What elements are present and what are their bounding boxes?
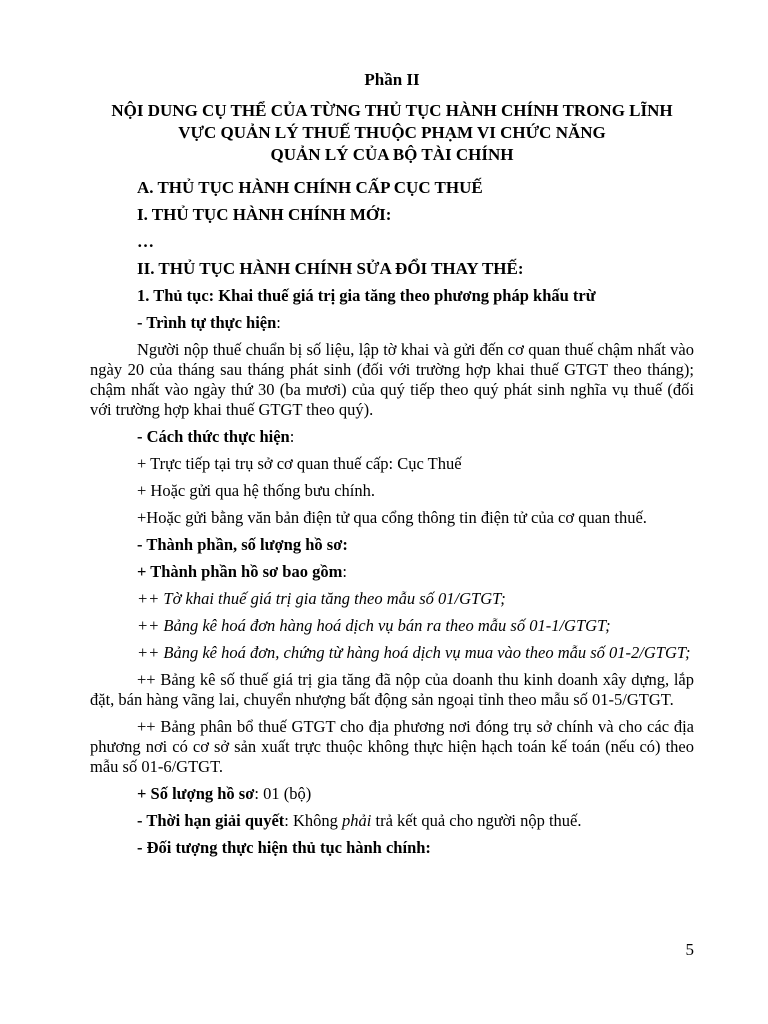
sequence-label: - Trình tự thực hiện — [137, 313, 277, 332]
subject-label: - Đối tượng thực hiện thủ tục hành chính: — [137, 838, 431, 857]
title-line-3: QUẢN LÝ CỦA BỘ TÀI CHÍNH — [270, 145, 514, 164]
ellipsis: … — [137, 232, 154, 251]
title-line-1: NỘI DUNG CỤ THỂ CỦA TỪNG THỦ TỤC HÀNH CHÍNH TRONG LĨNH — [111, 101, 673, 120]
page-number: 5 — [685, 940, 694, 959]
section-a-heading: A. THỦ TỤC HÀNH CHÍNH CẤP CỤC THUẾ — [137, 178, 483, 197]
dossier-item-2: ++ Bảng kê hoá đơn hàng hoá dịch vụ bán ra theo mẫu số 01-1/GTGT; — [137, 616, 611, 635]
sequence-heading: - Trình tự thực hiện: — [137, 313, 281, 332]
deadline-line — [90, 811, 694, 831]
method-label: - Cách thức thực hiện — [137, 427, 290, 446]
title-line-2: VỰC QUẢN LÝ THUẾ THUỘC PHẠM VI CHỨC NĂNG — [178, 123, 606, 142]
section-ii-heading: II. THỦ TỤC HÀNH CHÍNH SỬA ĐỔI THAY THẾ: — [137, 259, 524, 278]
subject-heading — [90, 838, 694, 858]
dossier-item-1: ++ Tờ khai thuế giá trị gia tăng theo mẫu số 01/GTGT; — [137, 589, 506, 608]
dossier-item-5: ++ Bảng phân bổ thuế GTGT cho địa phương nơi đóng trụ sở chính và cho các địa phương nơi có cơ sở sản xuất trực thuộc không thực hiện hạch toán kế toán (nếu có) theo mẫu số 01-6/GTGT. — [90, 717, 694, 776]
section-i-heading: I. THỦ TỤC HÀNH CHÍNH MỚI: — [137, 205, 392, 224]
method-heading: - Cách thức thực hiện: — [137, 427, 295, 446]
quantity-value: : 01 (bộ) — [254, 784, 312, 803]
dossier-item-3: ++ Bảng kê hoá đơn, chứng từ hàng hoá dịch vụ mua vào theo mẫu số 01-2/GTGT; — [137, 643, 691, 662]
dossier-components-label: + Thành phần hồ sơ bao gồm — [137, 562, 343, 581]
method-item-2: + Hoặc gửi qua hệ thống bưu chính. — [137, 481, 375, 500]
dossier-label: - Thành phần, số lượng hồ sơ: — [137, 535, 348, 554]
dossier-heading — [90, 535, 694, 555]
part-label: Phần II — [364, 70, 420, 89]
deadline-italic: phải — [342, 811, 372, 830]
deadline-label: - Thời hạn giải quyết — [137, 811, 285, 830]
quantity-label: + Số lượng hồ sơ — [137, 784, 255, 803]
dossier-item-4: ++ Bảng kê số thuế giá trị gia tăng đã nộp của doanh thu kinh doanh xây dựng, lắp đặt, bán hàng vãng lai, chuyển nhượng bất động sản ngoại tỉnh theo mẫu số 01-5/GTGT. — [90, 670, 694, 709]
deadline-pre: : Không — [284, 811, 343, 830]
deadline-post: trả kết quả cho người nộp thuế. — [371, 811, 582, 830]
sequence-text: Người nộp thuế chuẩn bị số liệu, lập tờ khai và gửi đến cơ quan thuế chậm nhất vào ngày 20 của tháng sau tháng phát sinh (đối với trường hợp khai thuế GTGT theo tháng); chậm nhất vào ngày thứ 30 (ba mươi) của quý tiếp theo quý phát sinh nghĩa vụ thuế (đối với trường hợp khai thuế GTGT theo quý). — [90, 340, 694, 419]
method-item-1: + Trực tiếp tại trụ sở cơ quan thuế cấp: Cục Thuế — [137, 454, 462, 473]
procedure-title: 1. Thủ tục: Khai thuế giá trị gia tăng theo phương pháp khấu trừ — [137, 286, 596, 305]
dossier-components-heading: + Thành phần hồ sơ bao gồm: — [137, 562, 347, 581]
method-item-3: +Hoặc gửi bằng văn bản điện tử qua cổng thông tin điện tử của cơ quan thuế. — [137, 508, 647, 527]
document-title — [90, 100, 694, 166]
document-page — [90, 70, 694, 858]
quantity-line — [90, 784, 694, 804]
